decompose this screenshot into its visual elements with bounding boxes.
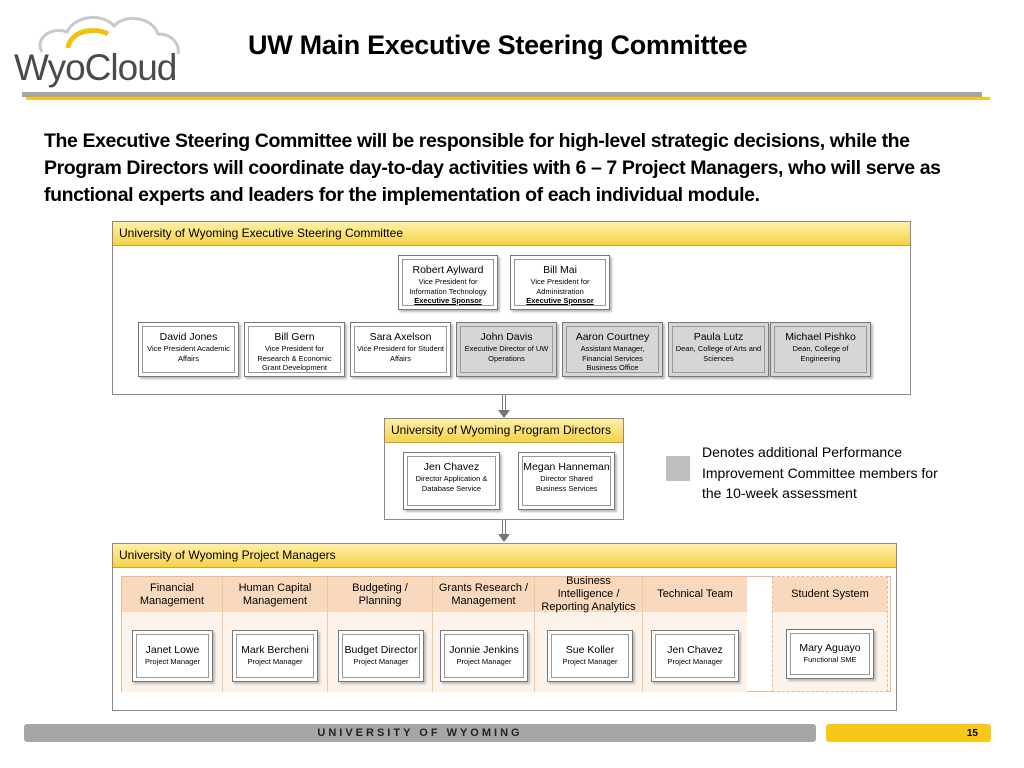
person-name: Mary Aguayo [799, 642, 861, 654]
org-box-member [138, 322, 239, 377]
person-name: Jonnie Jenkins [449, 644, 519, 656]
org-box-member-highlight [770, 322, 871, 377]
exec-committee-panel [112, 221, 911, 395]
person-name: Budget Director [344, 644, 418, 656]
person-name: Robert Aylward [412, 264, 484, 276]
sponsor-tag: Executive Sponsor [526, 296, 594, 305]
person-role: Assistant Manager, Financial Services Business Office [580, 344, 645, 372]
org-box-sponsor [398, 255, 498, 310]
connector-line [502, 395, 506, 410]
person-name: Michael Pishko [785, 331, 856, 343]
org-box-member-highlight [562, 322, 663, 377]
org-box-member-highlight [668, 322, 769, 377]
person-role: Executive Director of UW Operations [464, 344, 549, 363]
org-box-manager [547, 630, 633, 682]
person-role: Project Manager [144, 657, 201, 666]
person-role: Project Manager [456, 657, 512, 666]
org-box-member [350, 322, 451, 377]
org-box-manager [440, 630, 528, 682]
connector-line [502, 520, 506, 534]
person-role: Project Manager [353, 657, 409, 666]
project-managers-heading: University of Wyoming Project Managers [113, 544, 896, 568]
person-role: Project Manager [247, 657, 303, 666]
org-box-manager [132, 630, 213, 682]
program-directors-panel [384, 418, 624, 520]
person-name: Jen Chavez [667, 644, 723, 656]
page-title: UW Main Executive Steering Committee [248, 30, 748, 60]
arrow-down-icon [498, 534, 510, 542]
org-box-member [244, 322, 345, 377]
person-name: Paula Lutz [693, 331, 744, 343]
description-text: The Executive Steering Committee will be responsible for high-level strategic decisions, while the Program Directors will coordinate day-to-day activities with 6 – 7 Project Managers, who will serve as functional experts and leaders for the implementation of each individual module. [44, 130, 941, 206]
person-name: Bill Gern [274, 331, 315, 343]
person-role: Director Application & Database Service [415, 474, 488, 493]
person-role: Project Manager [562, 657, 618, 666]
person-name: Sara Axelson [369, 331, 432, 343]
org-box-manager [786, 629, 874, 679]
person-role: Functional SME [803, 655, 857, 664]
person-role: Dean, College of Engineering [792, 344, 849, 363]
arrow-down-icon [498, 410, 510, 418]
person-role: Vice President for Research & Economic Grant Development [257, 344, 332, 372]
module-area: Technical Team [643, 577, 747, 612]
student-system-column [772, 576, 888, 692]
org-box-member-highlight [456, 322, 557, 377]
program-directors-heading: University of Wyoming Program Directors [385, 419, 623, 443]
manager-column [328, 577, 433, 692]
person-role: Director Shared Business Services [535, 474, 598, 493]
org-box-director [403, 452, 500, 510]
person-name: Jen Chavez [423, 461, 480, 473]
person-role: Vice President Academic Affairs [147, 344, 230, 363]
person-name: Aaron Courtney [575, 331, 650, 343]
module-area: Human Capital Management [223, 577, 327, 612]
org-box-manager [338, 630, 424, 682]
module-area: Business Intelligence / Reporting Analytics [535, 577, 642, 612]
manager-column [122, 577, 223, 692]
exec-committee-heading: University of Wyoming Executive Steering Committee [113, 222, 910, 246]
page-number: 15 [966, 728, 978, 739]
person-role: Project Manager [667, 657, 723, 666]
person-name: Mark Bercheni [241, 644, 309, 656]
person-name: David Jones [159, 331, 218, 343]
person-role: Vice President for Information Technology [409, 277, 487, 296]
person-role: Vice President for Student Affairs [357, 344, 444, 363]
person-name: John Davis [480, 331, 533, 343]
manager-column [223, 577, 328, 692]
sponsor-tag: Executive Sponsor [414, 296, 482, 305]
manager-column [535, 577, 643, 692]
module-area: Financial Management [122, 577, 222, 612]
legend-text: Denotes additional Performance Improvement Committee members for the 10-week assessment [702, 444, 938, 501]
person-name: Megan Hanneman [523, 461, 610, 473]
footer-org-name: UNIVERSITY OF WYOMING [317, 727, 523, 739]
org-box-sponsor [510, 255, 610, 310]
logo-text: WyoCloud [14, 47, 177, 88]
module-area: Student System [773, 577, 887, 612]
person-role: Dean, College of Arts and Sciences [675, 344, 762, 363]
manager-column [643, 577, 747, 692]
org-box-manager [651, 630, 739, 682]
module-area: Budgeting / Planning [328, 577, 432, 612]
org-box-manager [232, 630, 318, 682]
person-name: Bill Mai [543, 264, 577, 276]
manager-column [433, 577, 535, 692]
person-name: Sue Koller [565, 644, 615, 656]
legend-swatch [666, 456, 690, 481]
column-gap [747, 577, 772, 691]
person-name: Janet Lowe [145, 644, 200, 656]
org-box-director [518, 452, 615, 510]
wyocloud-logo [12, 8, 188, 90]
module-area: Grants Research / Management [433, 577, 534, 612]
person-role: Vice President for Administration [530, 277, 590, 296]
header-divider-gold [26, 97, 990, 100]
